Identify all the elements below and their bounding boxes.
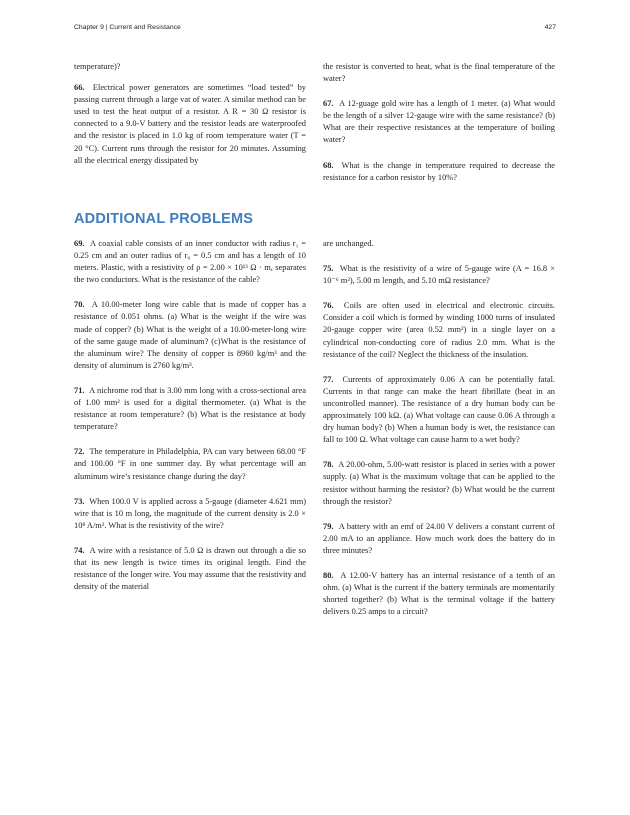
bottom-left-column: [74, 238, 306, 593]
problem-number: 74.: [74, 545, 85, 555]
top-left-column: [74, 61, 306, 167]
problem-number: 71.: [74, 385, 85, 395]
top-right-column: [323, 61, 555, 184]
problem-80: 80. A 12.00-V battery has an internal resistance of a tenth of an ohm. (a) What is the current if the battery terminals are momentarily shorted together? (b) What is the terminal voltage if the battery delivers 0.25 amps to a circuit?: [323, 570, 555, 617]
problem-76: 76. Coils are often used in electrical and electronic circuits. Consider a coil which is formed by winding 1000 turns of insulated 20-gauge copper wire (area 0.52 mm²) in a single layer on a cylindrical non-conducting core of radius 2.0 mm. What is the resistance of the coil? Neglect the thickness of the insulation.: [323, 301, 555, 359]
chapter-title: Chapter 9 | Current and Resistance: [74, 24, 181, 31]
problem-69: 69. A coaxial cable consists of an inner conductor with radius r₁ = 0.25 cm and an outer radius of r₀ = 0.5 cm and has a length of 10 meters. Plastic, with a resistivity of ρ = 2.00 × 10¹³ Ω · m, separates the two conductors. What is the resistance of the cable?: [74, 239, 307, 285]
problem-77: 77. Currents of approximately 0.06 A can be potentially fatal. Currents in that range can make the heart fibrillate (beat in an uncontrolled manner). The resistance of a dry human body can be approximately 100 kΩ. (a) What voltage can cause 0.06 A through a dry human body? (b) When a human body is wet, the resistance can fall to 100 Ω. What voltage can cause harm to a wet body?: [323, 374, 555, 445]
problem-number: 73.: [74, 496, 85, 506]
problem-number: 72.: [74, 447, 85, 457]
problem-75: 75. What is the resistivity of a wire of 5-gauge wire (A = 16.8 × 10⁻⁶ m²), 5.00 m length, and 5.10 mΩ resistance?: [323, 264, 556, 286]
problem-number: 70.: [74, 300, 85, 310]
problem-72: 72. The temperature in Philadelphia, PA can vary between 68.00 °F and 100.00 °F in one summer day. By what percentage will an aluminum wire’s resistance change during the day?: [74, 447, 306, 481]
problem-number: 75.: [323, 264, 334, 274]
problem-78: 78. A 20.00-ohm, 5.00-watt resistor is placed in series with a power supply. (a) What is the maximum voltage that can be applied to the resistor without harming the resistor? (b) What would be the current through the resistor?: [323, 460, 556, 506]
problem-number: 67.: [323, 99, 334, 109]
problem-number: 80.: [323, 570, 334, 580]
problem-74: 74. A wire with a resistance of 5.0 Ω is drawn out through a die so that its new length is twice times its original length. Find the resistance of the longer wire. You may assume that the resistivity and density of the material: [74, 545, 306, 592]
bottom-right-column: [323, 238, 555, 618]
problem-continuation: are unchanged.: [323, 239, 374, 248]
problem-68: 68. What is the change in temperature required to decrease the resistance for a carbon resistor by 10%?: [323, 160, 555, 182]
problem-66: 66. Electrical power generators are sometimes “load tested” by passing current through a large vat of water. A similar method can be used to test the heat output of a resistor. A R = 30 Ω resistor is connected to a 9.0-V battery and the resistor leads are waterproofed and the resistor is placed in 1.0 kg of room temperature water (T = 20 °C). Current runs through the resistor for 20 minutes. Assuming all the electrical energy dissipated by: [74, 83, 306, 165]
problem-70: 70. A 10.00-meter long wire cable that is made of copper has a resistance of 0.051 ohms. (a) What is the weight if the wire was made of copper? (b) What is the weight of a 10.00-meter-long wire of the same gauge made of aluminum? (c)What is the resistance of the aluminum wire? The density of copper is 8960 kg/m³ and the density of aluminum is 2760 kg/m³.: [74, 300, 306, 370]
problem-number: 79.: [323, 521, 334, 531]
section-title: ADDITIONAL PROBLEMS: [74, 211, 254, 227]
problem-number: 69.: [74, 239, 85, 248]
problem-continuation: temperature)?: [74, 62, 121, 71]
problem-67: 67. A 12-guage gold wire has a length of 1 meter. (a) What would be the length of a silver 12-gauge wire with the same resistance? (b) What are their respective resistances at the temperature of boiling water?: [323, 99, 555, 145]
page-header: [74, 24, 556, 31]
problem-79: 79. A battery with an emf of 24.00 V delivers a constant current of 2.00 mA to an appliance. How much work does the battery do in three minutes?: [323, 521, 556, 555]
problem-number: 78.: [323, 460, 334, 470]
problem-number: 66.: [74, 83, 85, 93]
problem-71: 71. A nichrome rod that is 3.00 mm long with a cross-sectional area of 1.00 mm² is used for a digital thermometer. (a) What is the resistance at room temperature? (b) What is the resistance at body temperature?: [74, 385, 306, 432]
page-number: 427: [544, 24, 556, 31]
problem-number: 76.: [323, 301, 334, 311]
problem-number: 68.: [323, 160, 334, 170]
problem-continuation: the resistor is converted to heat, what is the final temperature of the water?: [323, 62, 555, 84]
problem-number: 77.: [323, 374, 334, 384]
problem-73: 73. When 100.0 V is applied across a 5-gauge (diameter 4.621 mm) wire that is 10 m long, the magnitude of the current density is 2.0 × 10⁸ A/m². What is the resistivity of the wire?: [74, 496, 306, 530]
